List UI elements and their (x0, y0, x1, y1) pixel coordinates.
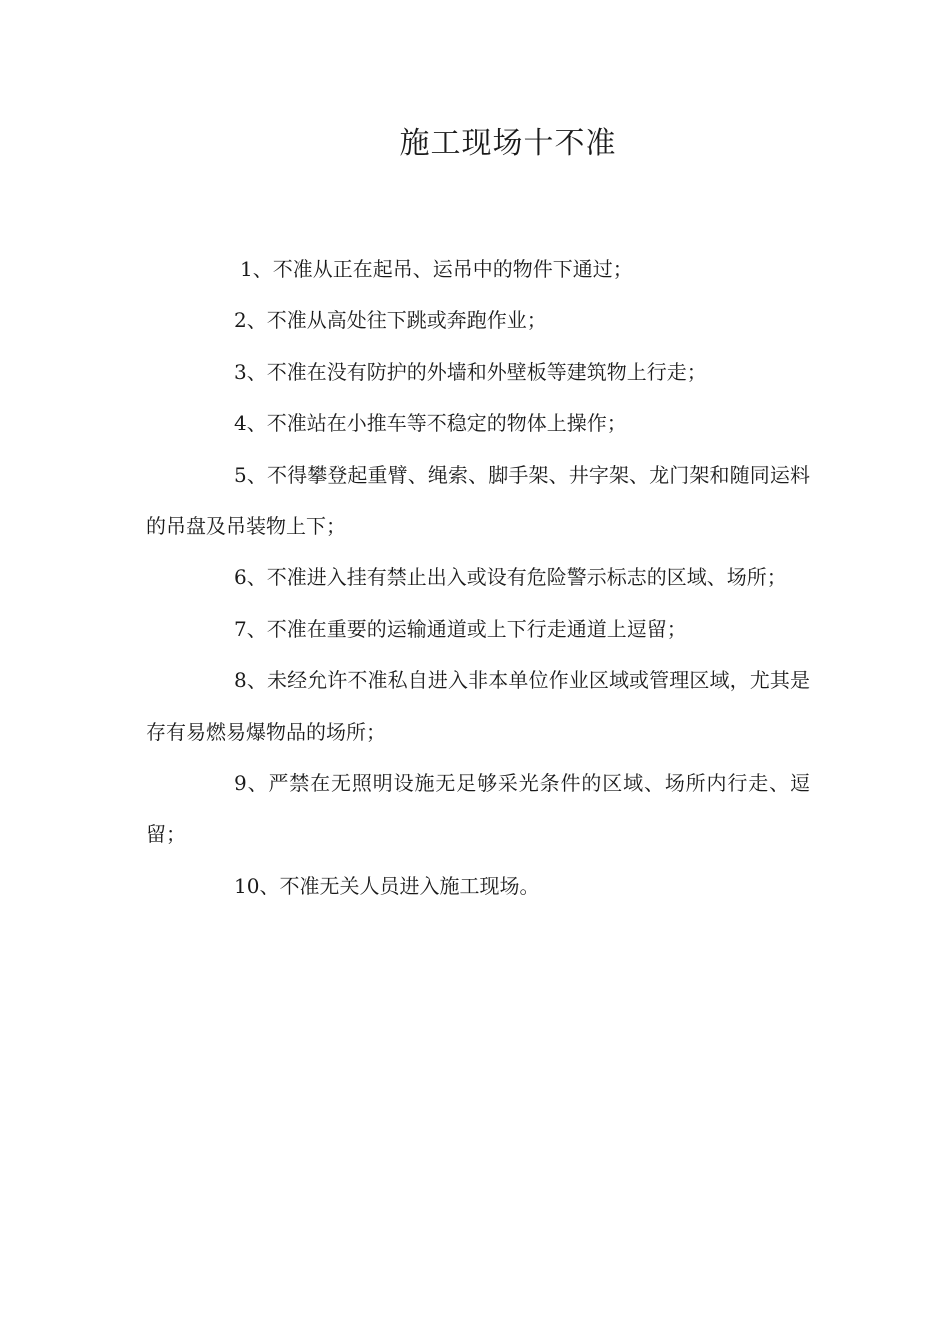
rule-item-4: 4、不准站在小推车等不稳定的物体上操作； (234, 411, 627, 436)
rule-item-1: 1、不准从正在起吊、运吊中的物件下通过； (240, 257, 633, 281)
rule-item-2: 2、不准从高处往下跳或奔跑作业； (234, 308, 547, 333)
rules-list (146, 244, 810, 912)
rule-item-3: 3、不准在没有防护的外墙和外壁板等建筑物上行走； (234, 359, 707, 384)
rule-item-5: 5、不得攀登起重臂、绳索、脚手架、井字架、龙门架和随同运料的吊盘及吊装物上下； (146, 462, 810, 539)
rule-item-6: 6、不准进入挂有禁止出入或设有危险警示标志的区域、场所； (234, 565, 787, 590)
rule-item-9: 9、严禁在无照明设施无足够采光条件的区域、场所内行走、逗留； (146, 771, 810, 847)
page-title: 施工现场十不准 (399, 126, 617, 161)
rule-item-7: 7、不准在重要的运输通道或上下行走通道上逗留； (234, 616, 687, 641)
rule-item-10: 10、不准无关人员进入施工现场。 (234, 873, 540, 898)
rule-item-8: 8、未经允许不准私自进入非本单位作业区域或管理区域，尤其是存有易燃易爆物品的场所； (146, 668, 810, 744)
